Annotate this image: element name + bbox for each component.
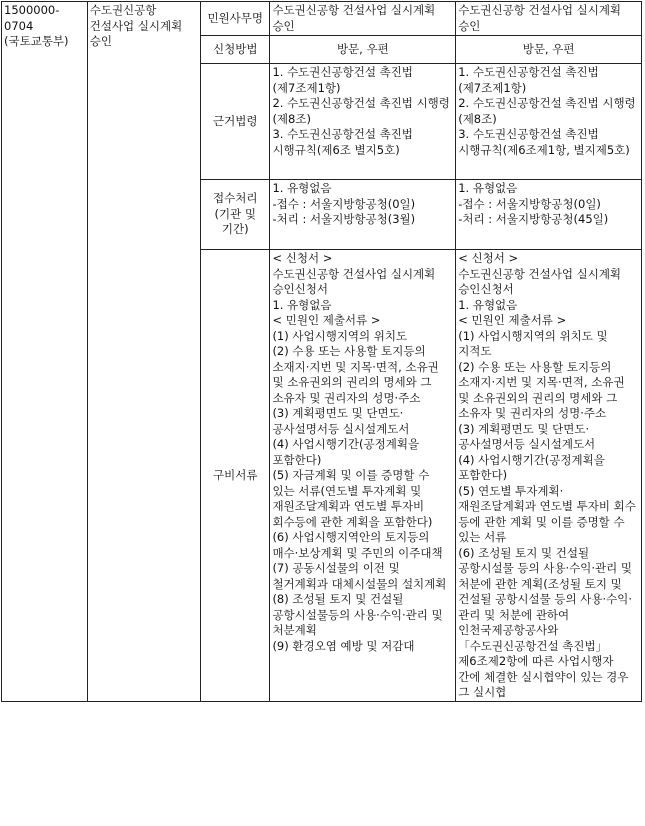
processing-col-b [456, 180, 642, 250]
service-table [1, 1, 642, 702]
list-item: 1. 유형없음 [458, 297, 518, 312]
list-item: < 민원인 제출서류 > [458, 313, 567, 327]
apply-method-col-b: 방문, 우편 [456, 36, 642, 64]
list-item: (3) 계획평면도 및 단면도·공사설명서등 실시설계도서 [272, 406, 410, 436]
list-item: 수도권신공항 건설사업 실시계획 승인신청서 [458, 266, 622, 296]
legal-basis-label: 근거법령 [201, 64, 270, 180]
list-item: -접수 : 서울지방항공청(0일) [458, 196, 601, 211]
list-item: 1. 유형없음 [272, 297, 332, 312]
apply-method-label: 신청방법 [201, 36, 270, 64]
list-item: < 민원인 제출서류 > [272, 313, 381, 327]
list-item: (2) 수용 또는 사용할 토지등의 소재지·지번 및 지목·면적, 소유권 및 소유권외의 권리의 명세와 그 소유자 및 권리자의 성명·주소 [272, 344, 439, 405]
legal-basis-col-a [270, 64, 456, 180]
list-item: 1. 수도권신공항건설 촉진법 (제7조제1항) [458, 65, 599, 95]
service-code: 1500000-0704 [4, 3, 60, 33]
list-item: (7) 공동시설물의 이전 및 철거계획과 대체시설물의 설치계획 [272, 561, 447, 591]
list-item: < 신청서 > [272, 251, 333, 265]
service-name: 수도권신공항 건설사업 실시계획 승인 [89, 3, 183, 48]
list-item: (5) 연도별 투자계획·재원조달계획과 연도별 투자비 회수 등에 관한 계획 및 이를 증명할 수 있는 서류 [458, 483, 636, 544]
service-name-cell [87, 2, 200, 702]
list-item: -처리 : 서울지방항공청(45일) [458, 212, 609, 226]
list-item: (4) 사업시행기간(공정계획을 포함한다) [458, 452, 605, 482]
list-item: (9) 환경오염 예방 및 저감대 [272, 638, 415, 653]
list-item: < 신청서 > [458, 251, 519, 265]
list-item: (3) 계획평면도 및 단면도·공사설명서등 실시설계도서 [458, 421, 596, 451]
list-item: 1. 수도권신공항건설 촉진법 (제7조제1항) [272, 65, 413, 95]
list-item: 3. 수도권신공항건설 촉진법 시행규칙(제6조 별지5호) [272, 127, 413, 157]
processing-label: 접수처리 (기관 및 기간) [201, 180, 270, 250]
header-col-b: 수도권신공항 건설사업 실시계획 승인 [456, 2, 642, 36]
documents-label: 구비서류 [201, 250, 270, 702]
list-item: (2) 수용 또는 사용할 토지등의 소재지·지번 및 지목·면적, 소유권 및 소유권외의 권리의 명세와 그 소유자 및 권리자의 성명·주소 [458, 359, 625, 420]
list-item: (4) 사업시행기간(공정계획을 포함한다) [272, 437, 420, 467]
header-col-a: 수도권신공항 건설사업 실시계획 승인 [270, 2, 456, 36]
table-row [2, 2, 642, 36]
list-item: (5) 자금계획 및 이를 증명할 수 있는 서류(연도별 투자계획 및 재원조달계획과 연도별 투자비 회수등에 관한 계획을 포함한다) [272, 468, 433, 529]
list-item: -처리 : 서울지방항공청(3월) [272, 212, 416, 226]
list-item: 2. 수도권신공항건설 촉진법 시행령(제8조) [458, 96, 636, 126]
list-item: (1) 사업시행지역의 위치도 [272, 328, 408, 343]
list-item: (6) 사업시행지역안의 토지등의 매수·보상계획 및 주민의 이주대책 [272, 530, 443, 560]
list-item: 수도권신공항 건설사업 실시계획 승인신청서 [272, 266, 436, 296]
list-item: 1. 유형없음 [272, 181, 332, 195]
documents-col-b [456, 250, 642, 702]
documents-col-a [270, 250, 456, 702]
list-item: (6) 조성될 토지 및 건설될 공항시설물 등의 사용·수익·관리 및 처분에 관한 계획(조성될 토지 및 건설될 공항시설물 등의 사용·수익·관리 및 처분에 관하여 인천국제공항공사와 「수도권신공항건설 촉진법」 제6조제2항에 따른 사업시행자 간에 체결한 실시협약이 있는 경우 그 실시협 [458, 545, 633, 699]
list-item: 2. 수도권신공항건설 촉진법 시행령(제8조) [272, 96, 450, 126]
header-label: 민원사무명 [201, 2, 270, 36]
processing-col-a [270, 180, 456, 250]
service-agency: (국토교통부) [4, 34, 69, 48]
legal-basis-col-b [456, 64, 642, 180]
list-item: 3. 수도권신공항건설 촉진법 시행규칙(제6조제1항, 별지제5호) [458, 127, 630, 157]
list-item: (1) 사업시행지역의 위치도 및 지적도 [458, 328, 608, 358]
list-item: 1. 유형없음 [458, 181, 518, 195]
list-item: -접수 : 서울지방항공청(0일) [272, 196, 416, 211]
apply-method-col-a: 방문, 우편 [270, 36, 456, 64]
service-code-cell [2, 2, 88, 702]
list-item: (8) 조성될 토지 및 건설될 공항시설물등의 사용·수익·관리 및 처분계획 [272, 592, 443, 637]
